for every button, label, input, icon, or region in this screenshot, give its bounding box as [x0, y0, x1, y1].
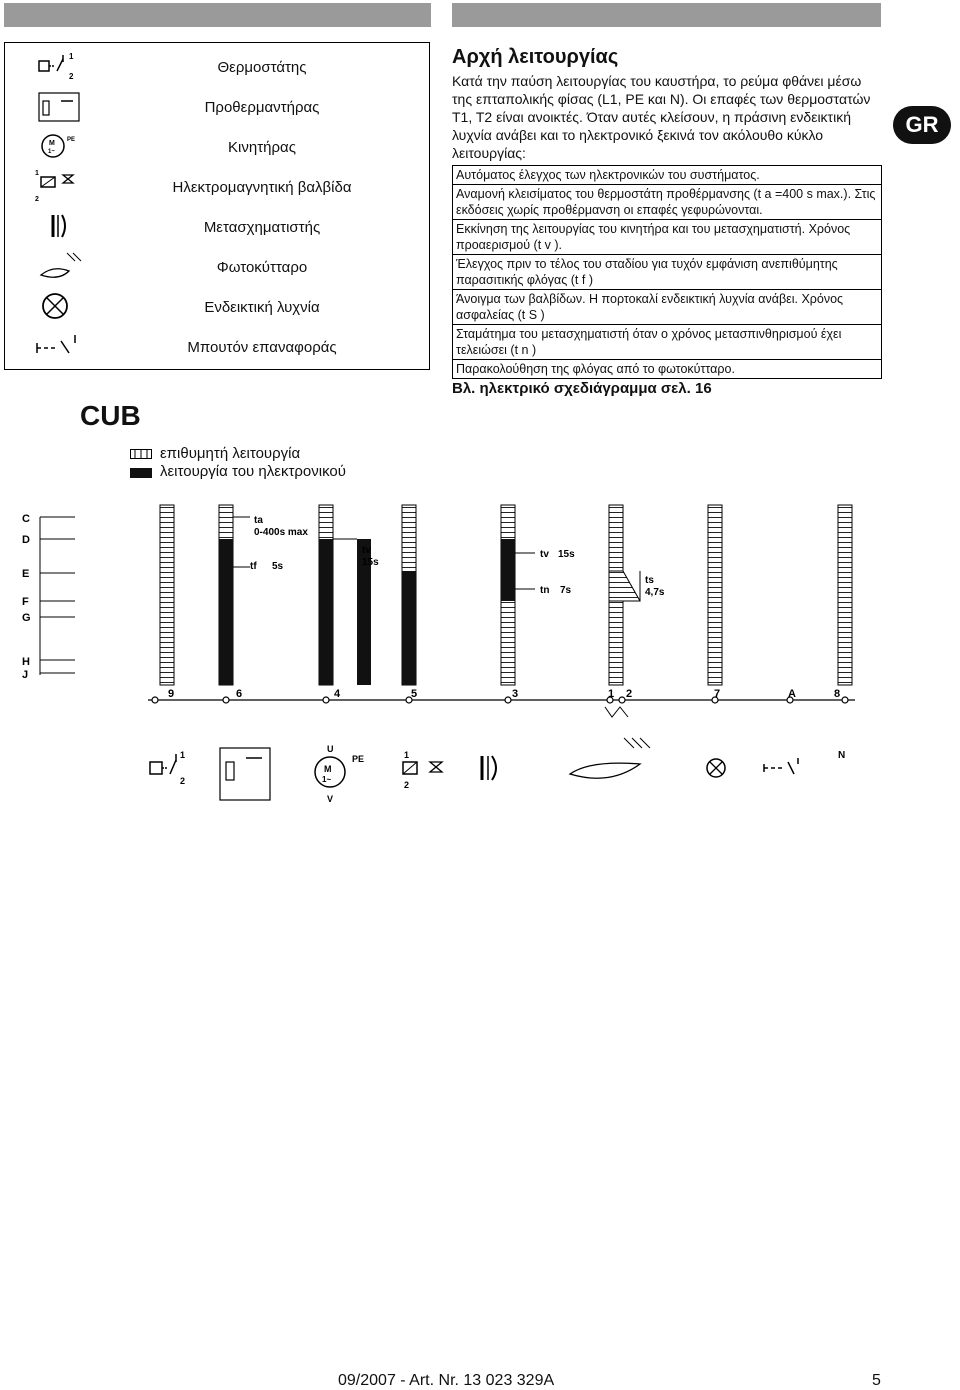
- reset-button-symbol: [764, 750, 845, 774]
- timing-tn-value: 7s: [560, 585, 572, 596]
- transformer-symbol: [482, 756, 496, 780]
- solenoid-valve-icon: [31, 167, 91, 205]
- timing-ta: ta: [254, 515, 263, 526]
- valve-label-2: 2: [404, 780, 410, 790]
- transformer-icon: [31, 207, 91, 245]
- model-label: CUB: [80, 400, 141, 431]
- terminal-label: 3: [512, 688, 519, 700]
- timing-ts-value: 4,7s: [645, 587, 665, 598]
- svg-text:1~: 1~: [48, 149, 55, 155]
- step-row: Σταμάτημα του μετασχηματιστή όταν ο χρόνος μετασπινθηρισμού έχει τελειώσει (t n ): [453, 324, 881, 359]
- timing-ta-value: 0-400s max: [254, 527, 308, 538]
- terminal-label: 5: [411, 688, 418, 700]
- terminal-label: 6: [236, 688, 243, 700]
- svg-text:PE: PE: [67, 137, 76, 143]
- terminal-label: 7: [714, 688, 721, 700]
- motor-label-v: V: [327, 794, 334, 804]
- thermostat-icon: [31, 47, 91, 85]
- valve-label-1: 1: [404, 750, 410, 760]
- photocell-icon: [31, 247, 91, 285]
- timing-diagram: [0, 495, 960, 725]
- legend-label: Θερμοστάτης: [217, 59, 307, 76]
- section-title: Αρχή λειτουργίας: [452, 46, 619, 68]
- step-row: Αναμονή κλεισίματος του θερμοστάτη προθέρμανσης (t a =400 s max.). Στις εκδόσεις χωρίς προθέρμανση οι επαφές γεφυρώνονται.: [453, 184, 881, 219]
- page-number: 5: [872, 1372, 881, 1389]
- timing-tv2: tv: [540, 549, 549, 560]
- svg-text:2: 2: [35, 196, 39, 203]
- intro-paragraph: Κατά την παύση λειτουργίας του καυστήρα, το ρεύμα φθάνει μέσω της επταπολικής φίσας (L1, PE και N). Οι επαφές των θερμοστατών T1, T2 είναι ανοικτές. Όταν αυτές κλείσουν, η πράσινη ενδεικτική λυχνία ανάβει και το ηλεκτρονικό ξεκινά τον ακόλουθο κύκλο λειτουργίας:: [452, 73, 871, 161]
- photocell-symbol: [570, 738, 650, 778]
- legend-row-photocell: [5, 247, 429, 285]
- svg-text:1: 1: [69, 52, 74, 61]
- legend-row-motor: [5, 127, 429, 165]
- svg-text:M: M: [49, 140, 55, 147]
- thermostat-symbol: [150, 750, 185, 786]
- preheater-symbol: [220, 748, 270, 800]
- motor-label-pe: PE: [352, 754, 365, 764]
- step-row: Έλεγχος πριν το τέλος του σταδίου για τυχόν εμφάνιση ανεπιθύμητης παρασιτικής φλόγας (t f ): [453, 254, 881, 289]
- legend-row-lamp: [5, 287, 429, 325]
- desired-operation-swatch: [130, 449, 152, 459]
- legend-label: Ενδεικτική λυχνία: [204, 299, 320, 316]
- key-electronic: λειτουργία του ηλεκτρονικού: [160, 463, 346, 480]
- footer-doc: 09/2007 - Art. Nr. 13 023 329A: [338, 1372, 555, 1389]
- diagram-reference: Βλ. ηλεκτρικό σχεδιάγραμμα σελ. 16: [452, 380, 712, 397]
- timing-tv2-value: 15s: [558, 549, 575, 560]
- timing-tf-value: 5s: [272, 561, 284, 572]
- preheater-icon: [31, 87, 91, 125]
- header-bar-right: [452, 3, 881, 27]
- svg-text:2: 2: [69, 72, 74, 81]
- terminal-label: 8: [834, 688, 841, 700]
- row-label-c: C: [22, 513, 30, 525]
- legend-label: Προθερμαντήρας: [204, 99, 320, 116]
- valve-symbol: [403, 750, 442, 790]
- header-bar-left: [4, 3, 431, 27]
- thermostat-label-2: 2: [180, 776, 186, 786]
- terminal-label: 2: [626, 688, 633, 700]
- motor-label-u: U: [327, 744, 334, 754]
- reset-button-icon: [31, 327, 91, 365]
- terminal-label: 9: [168, 688, 175, 700]
- terminal-label: 4: [334, 688, 341, 700]
- row-label-d: D: [22, 534, 30, 546]
- legend-table: [4, 42, 430, 370]
- motor-label-m: M: [324, 764, 332, 774]
- legend-row-transformer: [5, 207, 429, 245]
- neutral-label: N: [838, 750, 846, 761]
- step-row: Άνοιγμα των βαλβίδων. Η πορτοκαλί ενδεικτική λυχνία ανάβει. Χρόνος ασφαλείας (t S ): [453, 289, 881, 324]
- timing-tf: tf: [250, 561, 257, 572]
- row-label-g: G: [22, 612, 31, 624]
- motor-symbol: [315, 744, 364, 804]
- legend-label: Μπουτόν επαναφοράς: [187, 339, 337, 356]
- row-label-e: E: [22, 568, 30, 580]
- legend-row-preheater: [5, 87, 429, 125]
- electronic-operation-swatch: [130, 468, 152, 478]
- step-row: Αυτόματος έλεγχος των ηλεκτρονικών του συστήματος.: [456, 168, 760, 182]
- key-desired: επιθυμητή λειτουργία: [160, 445, 301, 462]
- row-rails: [40, 517, 75, 675]
- terminal-label: A: [788, 688, 796, 700]
- indicator-lamp-icon: [31, 287, 91, 325]
- step-row: Παρακολούθηση της φλόγας από το φωτοκύτταρο.: [453, 359, 881, 378]
- legend-label: Μετασχηματιστής: [203, 219, 321, 236]
- country-badge: GR: [893, 106, 951, 144]
- row-label-f: F: [22, 596, 29, 608]
- svg-text:1: 1: [35, 170, 39, 177]
- motor-icon: [31, 127, 91, 165]
- legend-row-valve: [5, 167, 429, 205]
- terminal-label: 1: [608, 688, 615, 700]
- component-symbols: [0, 730, 960, 830]
- legend-label: Φωτοκύτταρο: [216, 259, 308, 276]
- steps-table: [452, 165, 882, 379]
- legend-row-reset: [5, 327, 429, 365]
- thermostat-label-1: 1: [180, 750, 186, 760]
- timing-tv1-value: 15s: [362, 557, 379, 568]
- legend-label: Κινητήρας: [228, 139, 296, 156]
- motor-label-phase: 1~: [322, 775, 332, 784]
- row-label-j: J: [22, 669, 29, 681]
- indicator-lamp-symbol: [707, 759, 725, 777]
- step-row: Εκκίνηση της λειτουργίας του κινητήρα και του μετασχηματιστή. Χρόνος προαερισμού (t v ).: [453, 219, 881, 254]
- timing-ts: ts: [645, 575, 654, 586]
- legend-label: Ηλεκτρομαγνητική βαλβίδα: [172, 179, 352, 196]
- timing-tv1: tv: [362, 545, 371, 556]
- timing-tn: tn: [540, 585, 550, 596]
- row-label-h: H: [22, 656, 30, 668]
- legend-row-thermostat: [5, 47, 429, 85]
